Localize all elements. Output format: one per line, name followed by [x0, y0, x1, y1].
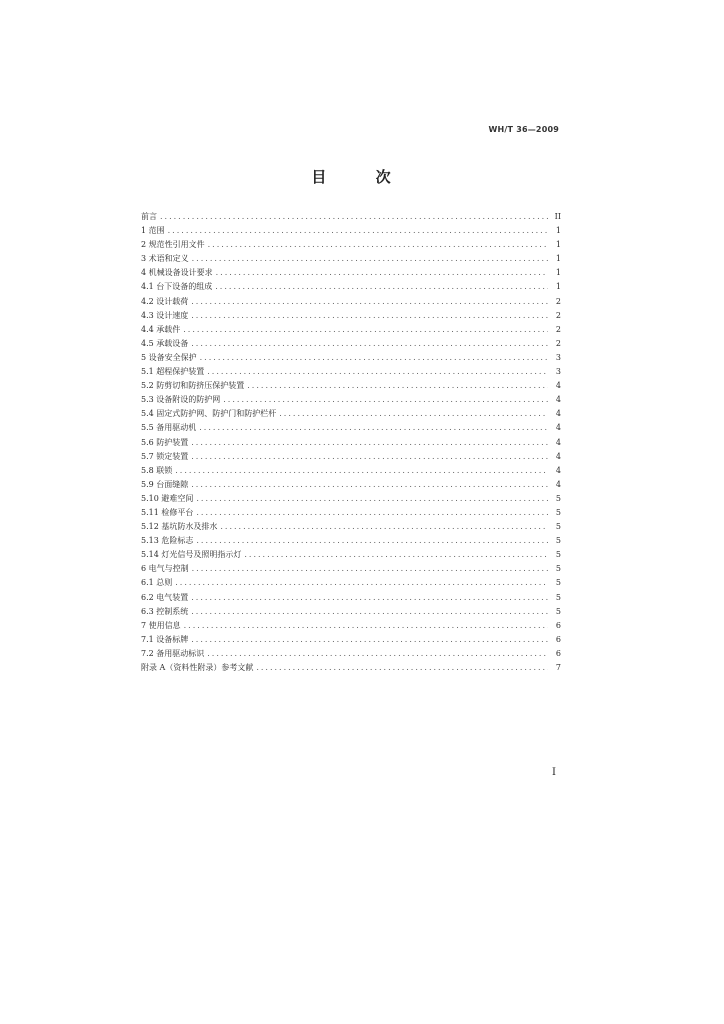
toc-leader-dots — [208, 238, 548, 252]
toc-entry-page: 1 — [555, 282, 561, 292]
toc-entry — [141, 393, 561, 407]
toc-entry-page: 1 — [555, 226, 561, 236]
toc-entry-label: 5.3 设备附设的防护网 — [141, 395, 221, 405]
toc-entry — [141, 337, 561, 351]
table-of-contents — [141, 210, 561, 675]
toc-entry-label: 4.2 设计载荷 — [141, 296, 189, 306]
toc-entry-label: 6.1 总则 — [141, 578, 173, 588]
toc-entry-page: 4 — [555, 423, 561, 433]
toc-entry-page: 5 — [555, 564, 561, 574]
toc-entry-page: 5 — [555, 592, 561, 602]
toc-entry-page: 4 — [555, 451, 561, 461]
toc-leader-dots — [191, 478, 548, 492]
toc-entry — [141, 619, 561, 633]
toc-leader-dots — [200, 351, 548, 365]
toc-entry-label: 5.10 避难空间 — [141, 493, 194, 503]
toc-entry — [141, 295, 561, 309]
toc-entry-label: 3 术语和定义 — [141, 254, 189, 264]
toc-entry-page: 6 — [555, 634, 561, 644]
toc-entry-page: 5 — [555, 536, 561, 546]
toc-entry — [141, 238, 561, 252]
toc-leader-dots — [207, 647, 548, 661]
toc-leader-dots — [175, 464, 548, 478]
toc-leader-dots — [223, 393, 548, 407]
toc-entry — [141, 365, 561, 379]
toc-entry-page: 1 — [555, 240, 561, 250]
toc-entry-label: 6.3 控制系统 — [141, 606, 189, 616]
toc-leader-dots — [168, 224, 548, 238]
toc-entry-label: 5 设备安全保护 — [141, 352, 197, 362]
toc-entry — [141, 280, 561, 294]
page-number: I — [552, 767, 556, 778]
toc-entry-label: 5.9 台面缝隙 — [141, 479, 189, 489]
toc-entry-page: 5 — [555, 606, 561, 616]
toc-entry-page: 4 — [555, 479, 561, 489]
toc-entry — [141, 450, 561, 464]
toc-entry — [141, 323, 561, 337]
toc-leader-dots — [215, 280, 548, 294]
toc-leader-dots — [256, 661, 548, 675]
toc-entry — [141, 562, 561, 576]
toc-entry-label: 附录 A（资料性附录）参考文献 — [141, 663, 254, 672]
toc-entry — [141, 266, 561, 280]
toc-leader-dots — [160, 210, 548, 224]
toc-entry-page: 4 — [555, 381, 561, 391]
toc-title: 目 次 — [311, 168, 413, 186]
toc-entry — [141, 210, 561, 224]
toc-entry-page: 2 — [555, 324, 561, 334]
toc-entry-page: 3 — [555, 367, 561, 377]
toc-entry-page: 1 — [555, 268, 561, 278]
toc-entry-page: 5 — [555, 550, 561, 560]
toc-leader-dots — [216, 266, 548, 280]
toc-entry-label: 5.12 基坑防水及排水 — [141, 522, 218, 532]
toc-entry-label: 5.6 防护装置 — [141, 437, 189, 447]
toc-entry-label: 4.1 台下设备的组成 — [141, 282, 213, 292]
toc-entry — [141, 492, 561, 506]
toc-entry-label: 5.4 固定式防护网、防护门和防护栏杆 — [141, 409, 277, 419]
toc-entry-page: 7 — [555, 663, 561, 672]
toc-entry-label: 5.14 灯光信号及照明指示灯 — [141, 550, 242, 560]
toc-entry — [141, 478, 561, 492]
toc-entry — [141, 661, 561, 675]
toc-leader-dots — [207, 365, 548, 379]
toc-leader-dots — [191, 450, 548, 464]
toc-leader-dots — [220, 520, 548, 534]
toc-leader-dots — [191, 605, 548, 619]
toc-entry-label: 7.1 设备标牌 — [141, 634, 189, 644]
toc-entry-label: 5.7 锁定装置 — [141, 451, 189, 461]
toc-entry — [141, 436, 561, 450]
toc-entry-label: 前言 — [141, 212, 157, 221]
toc-entry — [141, 379, 561, 393]
toc-entry — [141, 520, 561, 534]
toc-leader-dots — [191, 295, 548, 309]
toc-leader-dots — [191, 436, 548, 450]
toc-leader-dots — [199, 421, 548, 435]
toc-entry-label: 6.2 电气装置 — [141, 592, 189, 602]
toc-leader-dots — [196, 534, 548, 548]
toc-entry-label: 4.3 设计速度 — [141, 310, 189, 320]
standard-code: WH/T 36—2009 — [488, 125, 559, 134]
toc-entry — [141, 576, 561, 590]
toc-entry-page: 5 — [555, 578, 561, 588]
toc-entry — [141, 633, 561, 647]
toc-leader-dots — [191, 337, 548, 351]
toc-entry-label: 4.5 承载设备 — [141, 338, 189, 348]
toc-leader-dots — [184, 619, 548, 633]
toc-leader-dots — [196, 492, 548, 506]
toc-entry-label: 4.4 承载件 — [141, 324, 181, 334]
toc-entry-label: 5.8 联锁 — [141, 465, 173, 475]
toc-leader-dots — [244, 548, 548, 562]
toc-entry-page: 2 — [555, 296, 561, 306]
toc-entry — [141, 534, 561, 548]
toc-entry-page: 5 — [555, 493, 561, 503]
toc-leader-dots — [279, 407, 548, 421]
toc-entry — [141, 421, 561, 435]
toc-entry — [141, 605, 561, 619]
toc-entry-label: 5.11 检修平台 — [141, 507, 194, 517]
toc-entry — [141, 309, 561, 323]
toc-entry-label: 4 机械设备设计要求 — [141, 268, 213, 278]
toc-entry-label: 6 电气与控制 — [141, 564, 189, 574]
toc-entry — [141, 464, 561, 478]
toc-leader-dots — [247, 379, 548, 393]
toc-entry-label: 5.13 危险标志 — [141, 536, 194, 546]
toc-entry-page: 4 — [555, 465, 561, 475]
toc-entry-page: 5 — [555, 507, 561, 517]
toc-entry-label: 7 使用信息 — [141, 620, 181, 630]
toc-entry — [141, 506, 561, 520]
toc-leader-dots — [191, 591, 548, 605]
toc-entry-page: II — [554, 212, 561, 221]
toc-entry-page: 1 — [555, 254, 561, 264]
toc-entry-page: 2 — [555, 310, 561, 320]
toc-entry-page: 4 — [555, 409, 561, 419]
toc-leader-dots — [192, 562, 548, 576]
toc-leader-dots — [191, 633, 548, 647]
toc-leader-dots — [183, 323, 548, 337]
toc-entry-label: 1 范围 — [141, 226, 165, 236]
toc-entry — [141, 407, 561, 421]
toc-entry-page: 6 — [555, 648, 561, 658]
toc-entry-page: 5 — [555, 522, 561, 532]
toc-entry-label: 5.1 超程保护装置 — [141, 367, 205, 377]
toc-leader-dots — [196, 506, 548, 520]
toc-entry-page: 4 — [555, 395, 561, 405]
toc-entry-label: 5.2 防剪切和防挤压保护装置 — [141, 381, 245, 391]
toc-leader-dots — [192, 252, 548, 266]
toc-entry — [141, 591, 561, 605]
toc-leader-dots — [191, 309, 548, 323]
toc-entry — [141, 647, 561, 661]
toc-entry-page: 3 — [555, 352, 561, 362]
toc-entry — [141, 351, 561, 365]
toc-entry-label: 5.5 备用驱动机 — [141, 423, 197, 433]
toc-entry-page: 4 — [555, 437, 561, 447]
toc-entry-label: 7.2 备用驱动标识 — [141, 648, 205, 658]
toc-entry — [141, 548, 561, 562]
toc-entry-label: 2 规范性引用文件 — [141, 240, 205, 250]
toc-leader-dots — [175, 576, 548, 590]
toc-entry-page: 2 — [555, 338, 561, 348]
toc-entry — [141, 224, 561, 238]
toc-entry — [141, 252, 561, 266]
toc-entry-page: 6 — [555, 620, 561, 630]
